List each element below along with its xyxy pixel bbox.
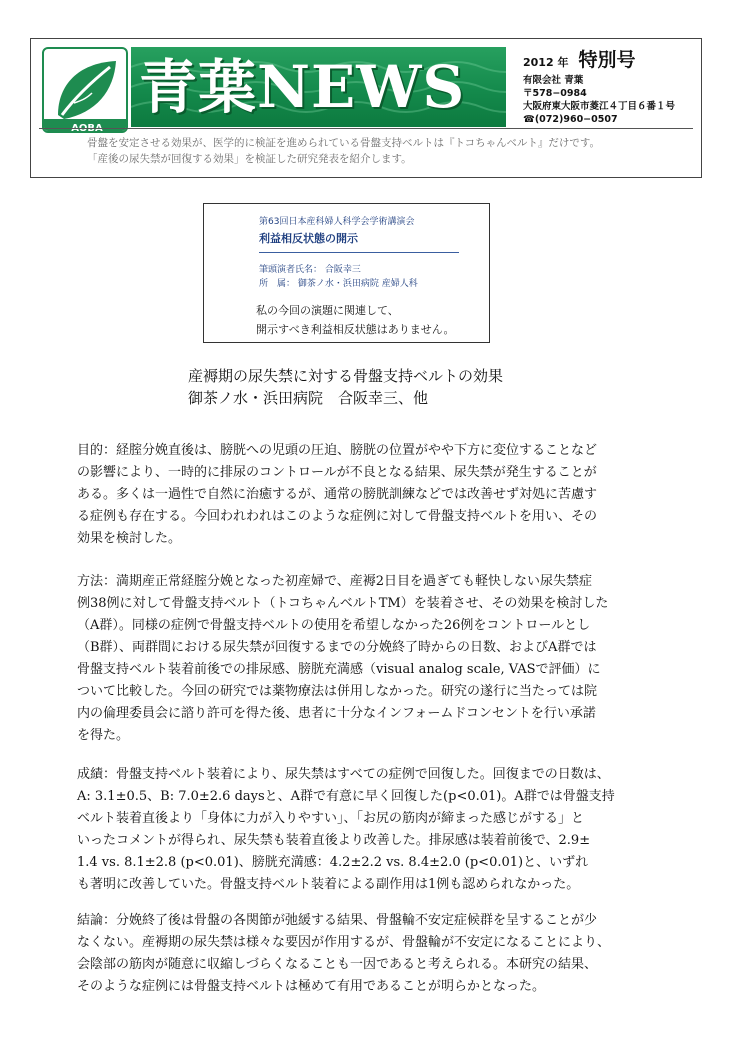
leaf-icon xyxy=(44,49,128,133)
aoba-logo xyxy=(42,47,128,133)
coi-heading: 利益相反状態の開示 xyxy=(259,232,358,245)
coi-statement: 開示すべき利益相反状態はありません。 xyxy=(256,323,455,336)
text-line: 内の倫理委員会に諮り許可を得た後、患者に十分なインフォームドコンセントを行い承諾 xyxy=(77,706,596,721)
text-line: A: 3.1±0.5、B: 7.0±2.6 daysと、A群で有意に早く回復した(p<0.01)。A群では骨盤支持 xyxy=(77,789,615,804)
issue-label: 特別号 xyxy=(578,49,636,71)
coi-statement: 私の今回の演題に関連して、 xyxy=(256,304,399,317)
text-line: を得た。 xyxy=(77,728,130,743)
text-line: いったコメントが得られ、尿失禁も装着直後より改善した。排尿感は装着前後で、2.9± xyxy=(77,833,591,848)
coi-disclosure-box xyxy=(203,203,490,343)
article-title-line: 産褥期の尿失禁に対する骨盤支持ベルトの効果 xyxy=(188,367,504,385)
issue-year: 2012 年 xyxy=(523,56,569,69)
text-line: ベルト装着直後より「身体に力が入りやすい」、「お尻の筋肉が締まった感じがする」と xyxy=(77,811,585,826)
intro-line: 「産後の尿失禁が回復する効果」を検証した研究発表を紹介します。 xyxy=(87,153,412,165)
article-authors: 御茶ノ水・浜田病院 合阪幸三、他 xyxy=(188,389,429,407)
issue-info xyxy=(523,45,693,71)
text-line: （B群）、両群間における尿失禁が回復するまでの分娩終了時からの日数、およびA群では xyxy=(77,640,597,655)
newsletter-header xyxy=(30,38,702,178)
text-line: も著明に改善していた。骨盤支持ベルト装着による副作用は1例も認められなかった。 xyxy=(77,877,580,892)
text-line: 目的：経腟分娩直後は、膀胱への児頭の圧迫、膀胱の位置がやや下方に変位することなど xyxy=(77,443,598,458)
presenter-name: 筆頭演者氏名： 合阪幸三 xyxy=(259,265,361,275)
text-line: 会陰部の筋肉が随意に収縮しづらくなることも一因であると考えられる。本研究の結果、 xyxy=(77,957,598,972)
text-line: 結論：分娩終了後は骨盤の各関節が弛緩する結果、骨盤輪不安定症候群を呈することが少 xyxy=(77,913,598,928)
logo-text: AOBA xyxy=(71,123,103,134)
company-name: 有限会社 青葉 xyxy=(523,75,584,86)
text-line: 成績：骨盤支持ベルト装着により、尿失禁はすべての症例で回復した。回復までの日数は、 xyxy=(77,767,610,782)
text-line: 1.4 vs. 8.1±2.8 (p<0.01)、膀胱充満感：4.2±2.2 vs. 8.4±2.0 (p<0.01)と、いずれ xyxy=(77,855,589,870)
text-line: （A群）。同様の症例で骨盤支持ベルトの使用を希望しなかった26例をコントロールとし xyxy=(77,618,591,633)
coi-divider xyxy=(259,252,459,253)
presenter-affiliation: 所 属： 御茶ノ水・浜田病院 産婦人科 xyxy=(259,279,418,289)
text-line: ついて比較した。今回の研究では薬物療法は併用しなかった。研究の遂行に当たっては院 xyxy=(77,684,598,699)
paragraph-results xyxy=(77,764,677,896)
paragraph-conclusion xyxy=(77,910,677,998)
company-info xyxy=(523,74,698,126)
intro-text xyxy=(87,135,687,167)
text-line: なくない。産褥期の尿失禁は様々な要因が作用するが、骨盤輪が不安定になることにより、 xyxy=(77,935,611,950)
banner-title: 青葉NEWS xyxy=(139,53,466,121)
text-line: の影響により、一時的に排尿のコントロールが不良となる結果、尿失禁が発生することが xyxy=(77,465,597,480)
text-line: ある。多くは一過性で自然に治癒するが、通常の膀胱訓練などでは改善せず対処に苦慮す xyxy=(77,487,598,502)
text-line: 方法：満期産正常経腟分娩となった初産婦で、産褥2日目を過ぎても軽快しない尿失禁症 xyxy=(77,574,593,589)
text-line: そのような症例には骨盤支持ベルトは極めて有用であることが明らかとなった。 xyxy=(77,979,546,994)
header-divider xyxy=(39,128,693,129)
text-line: 効果を検討した。 xyxy=(77,531,182,546)
banner xyxy=(131,47,506,127)
article-title xyxy=(188,365,503,409)
paragraph-objective xyxy=(77,440,677,550)
text-line: 骨盤支持ベルト装着前後での排尿感、膀胱充満感（visual analog scale, VASで評価）に xyxy=(77,662,601,677)
company-address: 大阪府東大阪市菱江４丁目６番１号 xyxy=(523,101,676,112)
company-phone: ☎(072)960−0507 xyxy=(523,114,618,125)
text-line: 例38例に対して骨盤支持ベルト（トコちゃんベルトTM）を装着させ、その効果を検討した xyxy=(77,596,609,611)
text-line: る症例も存在する。今回われわれはこのような症例に対して骨盤支持ベルトを用い、その xyxy=(77,509,598,524)
intro-line: 骨盤を安定させる効果が、医学的に検証を進められている骨盤支持ベルトは『トコちゃんベルト』だけです。 xyxy=(87,137,601,149)
paragraph-method xyxy=(77,571,677,747)
conference-name: 第63回日本産科婦人科学会学術講演会 xyxy=(259,217,415,227)
company-postal: 〒578−0984 xyxy=(523,88,587,99)
